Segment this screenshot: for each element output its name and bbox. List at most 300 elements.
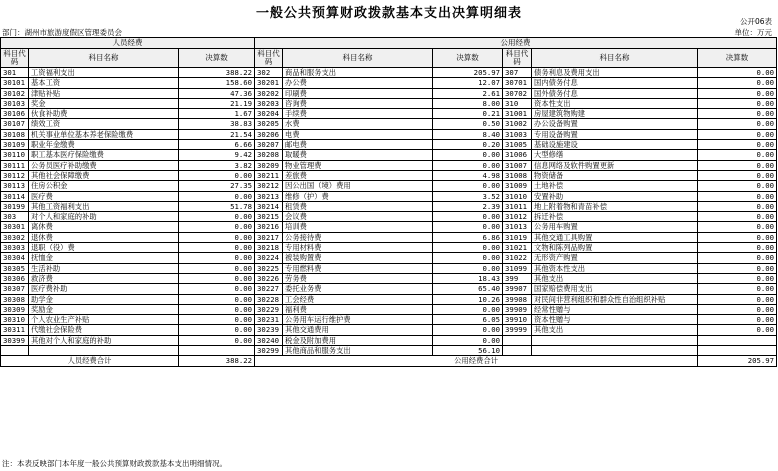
cell-code: 30302: [1, 232, 29, 242]
cell-name: 地上附着物和青苗补偿: [532, 201, 698, 211]
cell-name: 福利费: [283, 304, 433, 314]
cell-amount: 0.00: [179, 212, 255, 222]
cell-code: 30113: [1, 181, 29, 191]
cell-amount: 0.00: [698, 201, 777, 211]
cell-amount: 4.98: [433, 170, 503, 180]
cell-amount: 8.00: [433, 98, 503, 108]
cell-name: 物资储备: [532, 170, 698, 180]
cell-amount: 0.00: [433, 253, 503, 263]
cell-amount: 0.00: [698, 181, 777, 191]
cell-code: 30102: [1, 88, 29, 98]
cell-name: 办公设备购置: [532, 119, 698, 129]
cell-name: 其他交通工具购置: [532, 232, 698, 242]
cell-amount: 0.00: [698, 232, 777, 242]
cell-code: 31019: [503, 232, 532, 242]
cell-name: 其他支出: [532, 325, 698, 335]
col-code-header: 科目代码: [503, 49, 532, 68]
cell-amount: 0.00: [698, 263, 777, 273]
cell-code: 30205: [255, 119, 283, 129]
cell-name: 工资福利支出: [29, 68, 179, 78]
cell-code: 302: [255, 68, 283, 78]
cell-amount: 0.00: [698, 170, 777, 180]
cell-name: 对个人和家庭的补助: [29, 212, 179, 222]
cell-name: 印刷费: [283, 88, 433, 98]
cell-name: 文物和陈列品购置: [532, 243, 698, 253]
cell-code: 301: [1, 68, 29, 78]
cell-name: 医疗费: [29, 191, 179, 201]
cell-name: 租赁费: [283, 201, 433, 211]
cell-amount: 0.00: [179, 253, 255, 263]
cell-code: 30239: [255, 325, 283, 335]
cell-code: 31099: [503, 263, 532, 273]
cell-amount: 0.00: [179, 243, 255, 253]
cell-name: 拆迁补偿: [532, 212, 698, 222]
cell-name: 其他对个人和家庭的补助: [29, 335, 179, 345]
cell-code: 30201: [255, 78, 283, 88]
cell-amount: 0.00: [179, 232, 255, 242]
cell-amount: 1.67: [179, 109, 255, 119]
personnel-total-label: 人员经费合计: [1, 356, 179, 367]
cell-name: 生活补助: [29, 263, 179, 273]
cell-code: 30107: [1, 119, 29, 129]
cell-code: 30212: [255, 181, 283, 191]
cell-code: 30114: [1, 191, 29, 201]
table-row: [1, 78, 777, 88]
cell-name: 代缴社会保险费: [29, 325, 179, 335]
cell-name: 职工基本医疗保险缴费: [29, 150, 179, 160]
cell-amount: 0.00: [698, 315, 777, 325]
col-name-header: 科目名称: [532, 49, 698, 68]
cell-name: 公务用车购置: [532, 222, 698, 232]
cell-amount: 0.00: [179, 222, 255, 232]
cell-name: 公务用车运行维护费: [283, 315, 433, 325]
cell-code: 39907: [503, 284, 532, 294]
cell-name: 邮电费: [283, 140, 433, 150]
cell-amount: 21.54: [179, 129, 255, 139]
cell-name: 维修（护）费: [283, 191, 433, 201]
cell-name: 取暖费: [283, 150, 433, 160]
cell-amount: 0.00: [698, 68, 777, 78]
cell-amount: 388.22: [179, 68, 255, 78]
table-row: [1, 109, 777, 119]
table-row: [1, 263, 777, 273]
cell-code: 30224: [255, 253, 283, 263]
cell-amount: 0.00: [179, 315, 255, 325]
table-row: [1, 315, 777, 325]
cell-name: 其他工资福利支出: [29, 201, 179, 211]
cell-amount: 21.19: [179, 98, 255, 108]
table-row: [1, 68, 777, 78]
cell-code: 30304: [1, 253, 29, 263]
table-row: [1, 335, 777, 345]
public-section-header: 公用经费: [255, 38, 777, 49]
cell-amount: 0.00: [433, 335, 503, 345]
personnel-total-value: 388.22: [179, 356, 255, 367]
cell-amount: 0.00: [698, 140, 777, 150]
cell-amount: 6.05: [433, 315, 503, 325]
cell-name: 其他支出: [532, 273, 698, 283]
cell-amount: 47.36: [179, 88, 255, 98]
cell-name: 退休费: [29, 232, 179, 242]
cell-amount: 158.60: [179, 78, 255, 88]
cell-amount: 0.00: [698, 129, 777, 139]
cell-code: 30206: [255, 129, 283, 139]
col-amount-header: 决算数: [698, 49, 777, 68]
cell-name: 专用燃料费: [283, 263, 433, 273]
department-label: 部门：湖州市旅游度假区管理委员会: [2, 28, 122, 37]
table-row: [1, 243, 777, 253]
cell-name: 手续费: [283, 109, 433, 119]
cell-name: 基础设施建设: [532, 140, 698, 150]
table-row: [1, 88, 777, 98]
cell-code: 30216: [255, 222, 283, 232]
cell-amount: 0.00: [179, 335, 255, 345]
cell-name: 对民间非营利组织和群众性自治组织补贴: [532, 294, 698, 304]
totals-row: [1, 356, 777, 367]
cell-name: 伙食补助费: [29, 109, 179, 119]
cell-code: 30309: [1, 304, 29, 314]
cell-name: 会议费: [283, 212, 433, 222]
cell-code: 30214: [255, 201, 283, 211]
col-amount-header: 决算数: [433, 49, 503, 68]
table-row: [1, 273, 777, 283]
cell-code: 310: [503, 98, 532, 108]
cell-code: 31002: [503, 119, 532, 129]
cell-name: 工会经费: [283, 294, 433, 304]
cell-amount: 0.00: [433, 160, 503, 170]
col-amount-header: 决算数: [179, 49, 255, 68]
cell-code: 31010: [503, 191, 532, 201]
cell-amount: 0.00: [698, 304, 777, 314]
report-title: 一般公共预算财政拨款基本支出决算明细表: [255, 6, 522, 21]
cell-name: 咨询费: [283, 98, 433, 108]
col-code-header: 科目代码: [255, 49, 283, 68]
cell-code: 31012: [503, 212, 532, 222]
cell-amount: 0.00: [698, 119, 777, 129]
cell-name: 医疗费补助: [29, 284, 179, 294]
cell-code: 30226: [255, 273, 283, 283]
cell-code: 30218: [255, 243, 283, 253]
cell-code: [1, 346, 29, 356]
cell-name: 救济费: [29, 273, 179, 283]
cell-code: 303: [1, 212, 29, 222]
cell-amount: 0.00: [433, 304, 503, 314]
col-name-header: 科目名称: [283, 49, 433, 68]
cell-code: 30307: [1, 284, 29, 294]
cell-code: 31007: [503, 160, 532, 170]
unit-label: 单位：万元: [734, 28, 772, 37]
cell-amount: 9.42: [179, 150, 255, 160]
cell-amount: 3.82: [179, 160, 255, 170]
cell-name: 经常性赠与: [532, 304, 698, 314]
cell-code: 30101: [1, 78, 29, 88]
cell-amount: 0.00: [433, 212, 503, 222]
cell-code: 30108: [1, 129, 29, 139]
cell-name: 公务员医疗补助缴费: [29, 160, 179, 170]
cell-code: 31006: [503, 150, 532, 160]
cell-code: 30702: [503, 88, 532, 98]
table-row: [1, 140, 777, 150]
cell-amount: 10.26: [433, 294, 503, 304]
col-code-header: 科目代码: [1, 49, 29, 68]
table-row: [1, 160, 777, 170]
column-header-row: [1, 49, 777, 68]
table-row: [1, 170, 777, 180]
cell-amount: 2.61: [433, 88, 503, 98]
cell-amount: 0.00: [179, 263, 255, 273]
cell-amount: 0.00: [698, 98, 777, 108]
cell-amount: 0.00: [433, 263, 503, 273]
cell-amount: 0.00: [698, 191, 777, 201]
cell-code: 30211: [255, 170, 283, 180]
cell-amount: [179, 346, 255, 356]
table-row: [1, 346, 777, 356]
cell-name: [532, 335, 698, 345]
cell-code: 30229: [255, 304, 283, 314]
cell-name: 基本工资: [29, 78, 179, 88]
cell-code: 30701: [503, 78, 532, 88]
table-row: [1, 150, 777, 160]
cell-amount: 0.00: [698, 294, 777, 304]
cell-code: [503, 346, 532, 356]
cell-amount: 0.00: [698, 253, 777, 263]
cell-amount: 38.83: [179, 119, 255, 129]
cell-amount: [698, 335, 777, 345]
cell-name: 机关事业单位基本养老保险缴费: [29, 129, 179, 139]
cell-code: 31013: [503, 222, 532, 232]
cell-amount: 0.00: [179, 191, 255, 201]
cell-name: 其他交通费用: [283, 325, 433, 335]
cell-code: 30111: [1, 160, 29, 170]
cell-amount: 8.40: [433, 129, 503, 139]
cell-code: 31021: [503, 243, 532, 253]
table-row: [1, 191, 777, 201]
cell-code: 31008: [503, 170, 532, 180]
cell-amount: 0.00: [698, 325, 777, 335]
cell-name: 其他社会保障缴费: [29, 170, 179, 180]
cell-code: 30106: [1, 109, 29, 119]
cell-amount: 0.00: [179, 170, 255, 180]
cell-name: 国外债务付息: [532, 88, 698, 98]
table-row: [1, 119, 777, 129]
cell-code: 31001: [503, 109, 532, 119]
cell-amount: 51.78: [179, 201, 255, 211]
cell-amount: 0.00: [433, 243, 503, 253]
cell-name: 办公费: [283, 78, 433, 88]
cell-code: 30217: [255, 232, 283, 242]
cell-amount: 0.00: [698, 212, 777, 222]
cell-name: 物业管理费: [283, 160, 433, 170]
table-row: [1, 222, 777, 232]
cell-name: 委托业务费: [283, 284, 433, 294]
cell-amount: 0.00: [433, 150, 503, 160]
public-total-value: 205.97: [698, 356, 777, 367]
cell-name: 助学金: [29, 294, 179, 304]
cell-code: 30204: [255, 109, 283, 119]
cell-name: 退职（役）费: [29, 243, 179, 253]
cell-name: 培训费: [283, 222, 433, 232]
cell-amount: 2.39: [433, 201, 503, 211]
cell-code: 30310: [1, 315, 29, 325]
cell-code: 30305: [1, 263, 29, 273]
cell-amount: 0.00: [179, 284, 255, 294]
table-row: [1, 98, 777, 108]
cell-code: 30209: [255, 160, 283, 170]
cell-amount: 0.00: [698, 273, 777, 283]
cell-code: 30225: [255, 263, 283, 273]
table-row: [1, 181, 777, 191]
cell-code: 31011: [503, 201, 532, 211]
cell-name: 津贴补贴: [29, 88, 179, 98]
table-row: [1, 284, 777, 294]
cell-amount: 0.00: [433, 325, 503, 335]
cell-amount: 0.00: [698, 160, 777, 170]
cell-code: 39999: [503, 325, 532, 335]
cell-name: 公务接待费: [283, 232, 433, 242]
cell-name: 商品和服务支出: [283, 68, 433, 78]
cell-name: 奖励金: [29, 304, 179, 314]
table-row: [1, 129, 777, 139]
cell-name: 专用设备购置: [532, 129, 698, 139]
cell-name: 其他商品和服务支出: [283, 346, 433, 356]
cell-code: 30203: [255, 98, 283, 108]
cell-amount: 6.86: [433, 232, 503, 242]
cell-code: 39910: [503, 315, 532, 325]
cell-name: 离休费: [29, 222, 179, 232]
cell-name: 水费: [283, 119, 433, 129]
cell-amount: [698, 346, 777, 356]
cell-code: 307: [503, 68, 532, 78]
cell-amount: 3.52: [433, 191, 503, 201]
cell-amount: 0.00: [433, 181, 503, 191]
form-code: 公开06表: [739, 17, 772, 26]
cell-amount: 0.21: [433, 109, 503, 119]
cell-name: 税金及附加费用: [283, 335, 433, 345]
cell-name: 职业年金缴费: [29, 140, 179, 150]
cell-code: 30112: [1, 170, 29, 180]
cell-amount: 205.97: [433, 68, 503, 78]
cell-code: 30228: [255, 294, 283, 304]
cell-code: 30110: [1, 150, 29, 160]
cell-amount: 0.00: [698, 222, 777, 232]
cell-amount: 0.00: [698, 284, 777, 294]
cell-name: 债务利息及费用支出: [532, 68, 698, 78]
cell-code: 30109: [1, 140, 29, 150]
cell-amount: 0.00: [433, 222, 503, 232]
cell-code: 30227: [255, 284, 283, 294]
cell-name: 国内债务付息: [532, 78, 698, 88]
cell-name: 抚恤金: [29, 253, 179, 263]
cell-amount: 0.00: [179, 304, 255, 314]
cell-code: 30240: [255, 335, 283, 345]
cell-code: 31022: [503, 253, 532, 263]
cell-code: 30308: [1, 294, 29, 304]
cell-code: 31009: [503, 181, 532, 191]
cell-name: 资本性支出: [532, 98, 698, 108]
cell-name: 其他资本性支出: [532, 263, 698, 273]
col-name-header: 科目名称: [29, 49, 179, 68]
cell-amount: 0.00: [698, 243, 777, 253]
cell-amount: 56.10: [433, 346, 503, 356]
cell-code: 30213: [255, 191, 283, 201]
cell-amount: 0.00: [698, 109, 777, 119]
cell-amount: 27.35: [179, 181, 255, 191]
table-row: [1, 325, 777, 335]
cell-name: [29, 346, 179, 356]
table-row: [1, 294, 777, 304]
cell-code: 30303: [1, 243, 29, 253]
cell-amount: 6.66: [179, 140, 255, 150]
cell-amount: 0.00: [698, 78, 777, 88]
cell-name: 安置补助: [532, 191, 698, 201]
cell-code: 31003: [503, 129, 532, 139]
cell-name: 信息网络及软件购置更新: [532, 160, 698, 170]
cell-amount: 0.00: [179, 273, 255, 283]
cell-name: 无形资产购置: [532, 253, 698, 263]
cell-name: 奖金: [29, 98, 179, 108]
cell-code: 30215: [255, 212, 283, 222]
cell-amount: 0.20: [433, 140, 503, 150]
cell-name: 被装购置费: [283, 253, 433, 263]
cell-name: 电费: [283, 129, 433, 139]
table-row: [1, 253, 777, 263]
cell-code: 30311: [1, 325, 29, 335]
cell-code: 30207: [255, 140, 283, 150]
cell-amount: 12.07: [433, 78, 503, 88]
cell-name: 差旅费: [283, 170, 433, 180]
cell-code: 30231: [255, 315, 283, 325]
cell-amount: 65.40: [433, 284, 503, 294]
cell-name: 绩效工资: [29, 119, 179, 129]
cell-amount: 0.50: [433, 119, 503, 129]
cell-name: 个人农业生产补贴: [29, 315, 179, 325]
cell-amount: 18.43: [433, 273, 503, 283]
cell-name: 大型修缮: [532, 150, 698, 160]
cell-code: 30199: [1, 201, 29, 211]
cell-amount: 0.00: [698, 88, 777, 98]
cell-code: 39909: [503, 304, 532, 314]
section-header-row: [1, 38, 777, 49]
cell-code: 30306: [1, 273, 29, 283]
cell-name: 住房公积金: [29, 181, 179, 191]
public-total-label: 公用经费合计: [255, 356, 698, 367]
cell-code: 39908: [503, 294, 532, 304]
table-row: [1, 232, 777, 242]
cell-name: [532, 346, 698, 356]
cell-amount: 0.00: [698, 150, 777, 160]
cell-code: 31005: [503, 140, 532, 150]
cell-code: 30208: [255, 150, 283, 160]
table-row: [1, 212, 777, 222]
expenditure-table: [0, 37, 777, 367]
cell-code: 30299: [255, 346, 283, 356]
table-row: [1, 201, 777, 211]
cell-code: 30301: [1, 222, 29, 232]
table-row: [1, 304, 777, 314]
cell-name: 资本性赠与: [532, 315, 698, 325]
cell-code: 30103: [1, 98, 29, 108]
cell-name: 劳务费: [283, 273, 433, 283]
cell-name: 因公出国（境）费用: [283, 181, 433, 191]
footnote: 注：本表反映部门本年度一般公共预算财政拨款基本支出明细情况。: [2, 459, 227, 468]
cell-name: 房屋建筑物购建: [532, 109, 698, 119]
cell-code: 30399: [1, 335, 29, 345]
cell-name: 国家赔偿费用支出: [532, 284, 698, 294]
cell-amount: 0.00: [179, 294, 255, 304]
cell-code: 399: [503, 273, 532, 283]
cell-name: 专用材料费: [283, 243, 433, 253]
cell-code: [503, 335, 532, 345]
